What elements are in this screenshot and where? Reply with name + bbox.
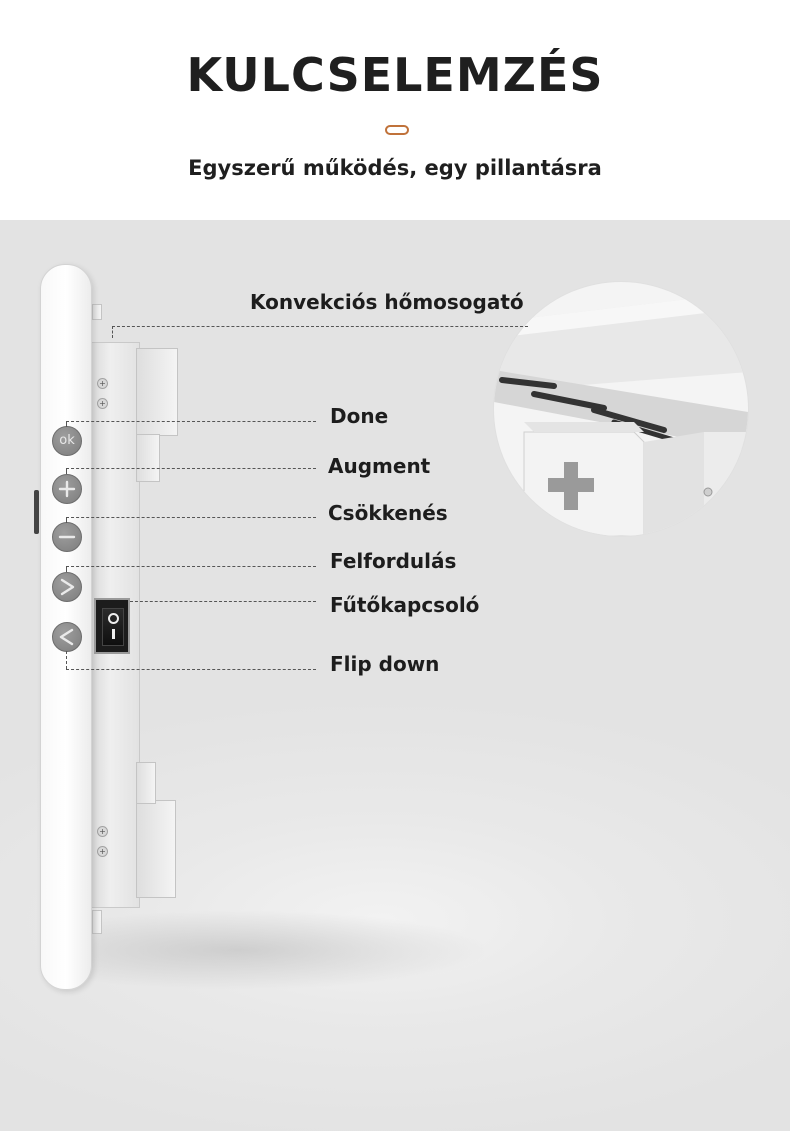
top-bracket-lower bbox=[136, 434, 160, 482]
top-bracket bbox=[136, 348, 178, 436]
leader-flip-down bbox=[66, 669, 316, 670]
ok-button[interactable] bbox=[52, 426, 82, 456]
leader-flip-up-drop bbox=[66, 566, 67, 572]
leader-ok-drop bbox=[66, 421, 67, 427]
rocker-switch-icon bbox=[102, 608, 124, 646]
minus-icon bbox=[53, 523, 81, 551]
flip-down-button[interactable] bbox=[52, 622, 82, 652]
screw-icon: + bbox=[97, 378, 108, 389]
screw-icon: + bbox=[97, 846, 108, 857]
label-convection: Konvekciós hőmosogató bbox=[250, 290, 524, 314]
leader-minus bbox=[66, 517, 316, 518]
screw-icon: + bbox=[97, 826, 108, 837]
label-flip-down: Flip down bbox=[330, 652, 440, 676]
flip-up-button[interactable] bbox=[52, 572, 82, 602]
ok-button-icon: ok bbox=[59, 433, 75, 448]
heater-switch[interactable] bbox=[94, 598, 130, 654]
product-stage bbox=[0, 220, 790, 1131]
plus-button[interactable] bbox=[52, 474, 82, 504]
divider-pill-icon bbox=[385, 125, 409, 135]
leader-plus bbox=[66, 468, 316, 469]
bottom-bracket bbox=[136, 800, 176, 898]
bottom-clip bbox=[92, 910, 102, 934]
side-notch bbox=[34, 490, 39, 534]
leader-flip-down-rise bbox=[66, 651, 67, 669]
header bbox=[0, 0, 790, 220]
label-ok: Done bbox=[330, 404, 389, 428]
leader-ok bbox=[66, 421, 316, 422]
convection-fin-illustration bbox=[494, 282, 748, 536]
convection-detail-zoom bbox=[494, 282, 748, 536]
leader-plus-drop bbox=[66, 468, 67, 474]
chevron-right-icon bbox=[53, 573, 81, 601]
floor-shadow bbox=[70, 910, 490, 990]
label-heater-switch: Fűtőkapcsoló bbox=[330, 593, 480, 617]
plus-icon bbox=[53, 475, 81, 503]
chevron-left-icon bbox=[53, 623, 81, 651]
label-plus: Augment bbox=[328, 454, 431, 478]
leader-flip-up bbox=[66, 566, 316, 567]
leader-convection bbox=[112, 326, 528, 327]
page-subtitle: Egyszerű működés, egy pillantásra bbox=[188, 156, 602, 180]
leader-minus-drop bbox=[66, 517, 67, 523]
bottom-bracket-top bbox=[136, 762, 156, 804]
label-flip-up: Felfordulás bbox=[330, 549, 457, 573]
leader-switch bbox=[130, 601, 316, 602]
minus-button[interactable] bbox=[52, 522, 82, 552]
page-title: KULCSELEMZÉS bbox=[186, 48, 604, 102]
screw-icon: + bbox=[97, 398, 108, 409]
top-clip bbox=[92, 304, 102, 320]
label-minus: Csökkenés bbox=[328, 501, 448, 525]
leader-convection-drop bbox=[112, 326, 113, 338]
